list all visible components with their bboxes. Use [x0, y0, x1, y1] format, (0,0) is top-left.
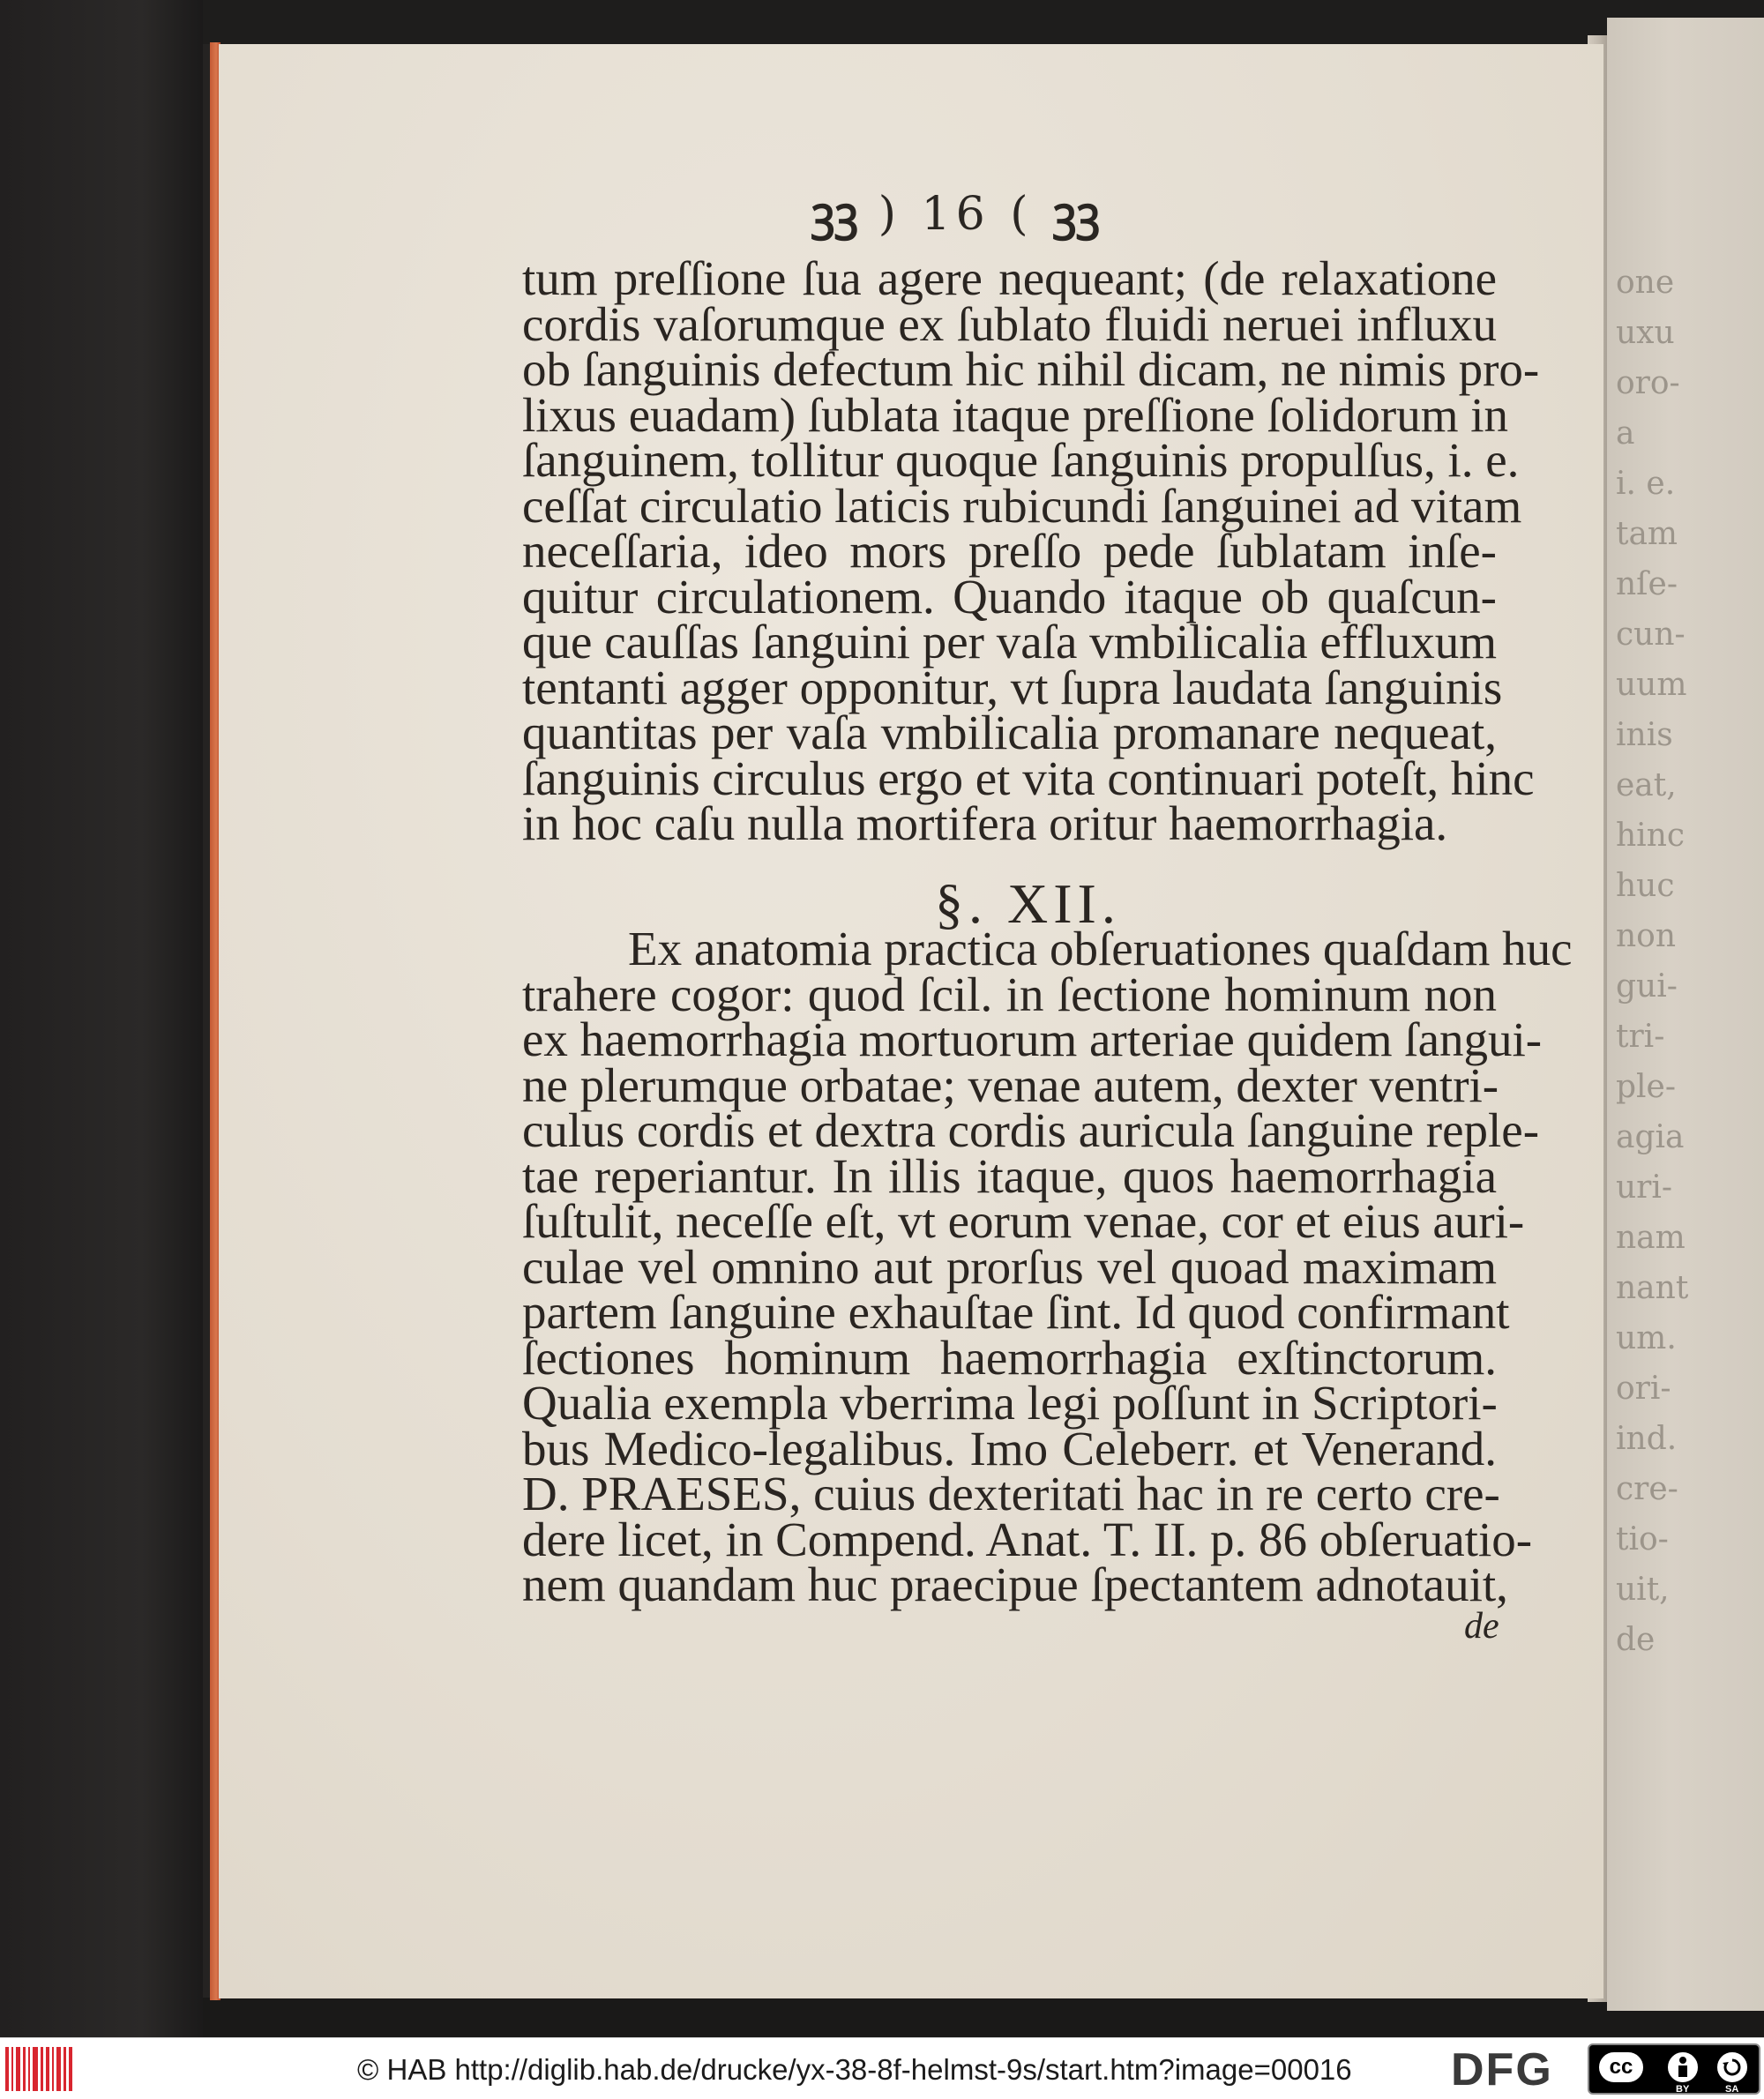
section-heading: §. XII.: [935, 872, 1121, 935]
source-link[interactable]: © HAB http://diglib.hab.de/drucke/yx-38-8f-helmst-9s/start.htm?image=00016: [357, 2053, 1352, 2086]
text-block-top: [522, 251, 1540, 850]
text-line: que cauſſas ſanguini per vaſa vmbilicalia effluxum: [522, 615, 1497, 669]
text-line: ob ſanguinis defectum hic nihil dicam, ne nimis pro-: [522, 342, 1540, 396]
text-line: in hoc caſu nulla mortifera oritur haemorrhagia.: [522, 796, 1448, 850]
text-line: trahere cogor: quod ſcil. in ſectione hominum non: [522, 967, 1497, 1021]
text-line: Ex anatomia practica obſeruationes quaſdam huc: [628, 922, 1573, 975]
facing-page-fragment: hinc: [1616, 818, 1686, 854]
text-line: ne plerumque orbatae; venae autem, dexter ventri-: [522, 1057, 1499, 1112]
facing-page-fragment: uit,: [1616, 1572, 1670, 1608]
text-line: culae vel omnino aut prorſus vel quoad maximam: [522, 1239, 1497, 1294]
background-cloth: [0, 0, 1764, 44]
text-line: ſectiones hominum haemorrhagia exſtinctorum.: [522, 1330, 1497, 1385]
text-line: cordis vaſorumque ex ſublato fluidi neruei influxu: [522, 296, 1497, 351]
facing-page-fragment: agia: [1616, 1119, 1685, 1155]
text-line: partem ſanguine exhauſtae ſint. Id quod confirmant: [522, 1285, 1510, 1339]
text-line: lixus euadam) ſublata itaque preſſione ſolidorum in: [522, 387, 1509, 442]
facing-page-fragment: gui-: [1616, 968, 1678, 1005]
facing-page: [1607, 18, 1764, 2011]
person-icon: [1665, 2050, 1700, 2085]
facing-page-fragment: nant: [1616, 1270, 1689, 1306]
cc-license-badge[interactable]: [1588, 2043, 1760, 2095]
right-ornament: ꝫꝫ: [1053, 187, 1101, 241]
right-paren: (: [1010, 188, 1034, 241]
text-line: bus Medico-legalibus. Imo Celeberr. et Venerand.: [522, 1421, 1497, 1475]
hab-logo-barcode-icon: [5, 2047, 74, 2091]
facing-page-fragment: ori-: [1616, 1371, 1671, 1407]
background-cloth-left: [0, 0, 203, 2037]
facing-page-fragment: um.: [1616, 1320, 1677, 1356]
facing-page-fragment: tio-: [1616, 1521, 1669, 1557]
share-alike-icon: [1715, 2050, 1750, 2085]
text-line: quitur circulationem. Quando itaque ob quaſcun-: [522, 569, 1497, 624]
facing-page-fragment: oro-: [1616, 365, 1680, 401]
cc-icon: cc: [1596, 2050, 1646, 2085]
facing-page-fragment: nſe-: [1616, 566, 1678, 602]
facing-page-fragment: one: [1616, 265, 1675, 301]
left-paren: ): [878, 188, 901, 241]
facing-page-fragment: huc: [1616, 868, 1675, 904]
by-label: BY: [1676, 2084, 1690, 2095]
catchword: de: [1464, 1606, 1499, 1647]
sa-label: SA: [1725, 2084, 1739, 2095]
facing-page-fragment: uxu: [1616, 315, 1675, 351]
facing-page-fragment: cun-: [1616, 616, 1686, 653]
text-line: Qualia exempla vberrima legi poſſunt in Scriptori-: [522, 1376, 1498, 1430]
facing-page-fragment: ple-: [1616, 1069, 1677, 1105]
facing-page-fragment: i. e.: [1616, 466, 1676, 502]
facing-page-fragment: uri-: [1616, 1169, 1673, 1206]
facing-page-fragment: nam: [1616, 1220, 1686, 1256]
text-block-bottom: [522, 922, 1573, 1611]
text-line: neceſſaria, ideo mors preſſo pede ſublatam inſe-: [522, 524, 1497, 578]
text-line: nem quandam huc praecipue ſpectantem adnotauit,: [522, 1557, 1508, 1611]
text-line: ſanguinis circulus ergo et vita continuari poteſt, hinc: [522, 751, 1535, 805]
facing-page-fragment: uum: [1616, 667, 1687, 703]
text-line: culus cordis et dextra cordis auricula ſanguine reple-: [522, 1103, 1540, 1157]
facing-page-fragment: tri-: [1616, 1019, 1665, 1055]
page-number: 16: [921, 188, 990, 241]
left-ornament: ꝫꝫ: [811, 187, 859, 241]
text-line: tentanti agger opponitur, vt ſupra laudata ſanguinis: [522, 660, 1503, 714]
text-line: ſuſtulit, neceſſe eſt, vt eorum venae, cor et eius auri-: [522, 1194, 1525, 1248]
facing-page-fragment: de: [1616, 1622, 1656, 1658]
text-line: quantitas per vaſa vmbilicalia promanare nequeat,: [522, 706, 1497, 759]
facing-page-fragment: cre-: [1616, 1471, 1678, 1507]
text-line: tum preſſione ſua agere nequeant; (de relaxatione: [522, 251, 1497, 305]
text-line: tae reperiantur. In illis itaque, quos haemorrhagia: [522, 1148, 1497, 1203]
text-line: ex haemorrhagia mortuorum arteriae quidem ſangui-: [522, 1012, 1543, 1066]
text-line: ceſſat circulatio laticis rubicundi ſanguinei ad vitam: [522, 478, 1522, 533]
page-header: [811, 181, 1100, 243]
text-line: ſanguinem, tollitur quoque ſanguinis propulſus, i. e.: [522, 433, 1520, 487]
facing-page-fragment: non: [1616, 918, 1677, 954]
facing-page-fragment: a: [1616, 415, 1635, 452]
background-cloth-bottom: [203, 1998, 1764, 2037]
facing-page-fragment: eat,: [1616, 767, 1677, 803]
dfg-logo: DFG: [1451, 2044, 1553, 2095]
facing-page-fragment: tam: [1616, 516, 1678, 552]
text-line: dere licet, in Compend. Anat. T. II. p. 86 obſeruatio-: [522, 1512, 1533, 1566]
facing-page-fragment: inis: [1616, 717, 1673, 753]
viewer-footer: [0, 2037, 1764, 2099]
facing-page-fragment: ind.: [1616, 1421, 1678, 1457]
text-line: D. PRAESES, cuius dexteritati hac in re certo cre-: [522, 1467, 1500, 1520]
